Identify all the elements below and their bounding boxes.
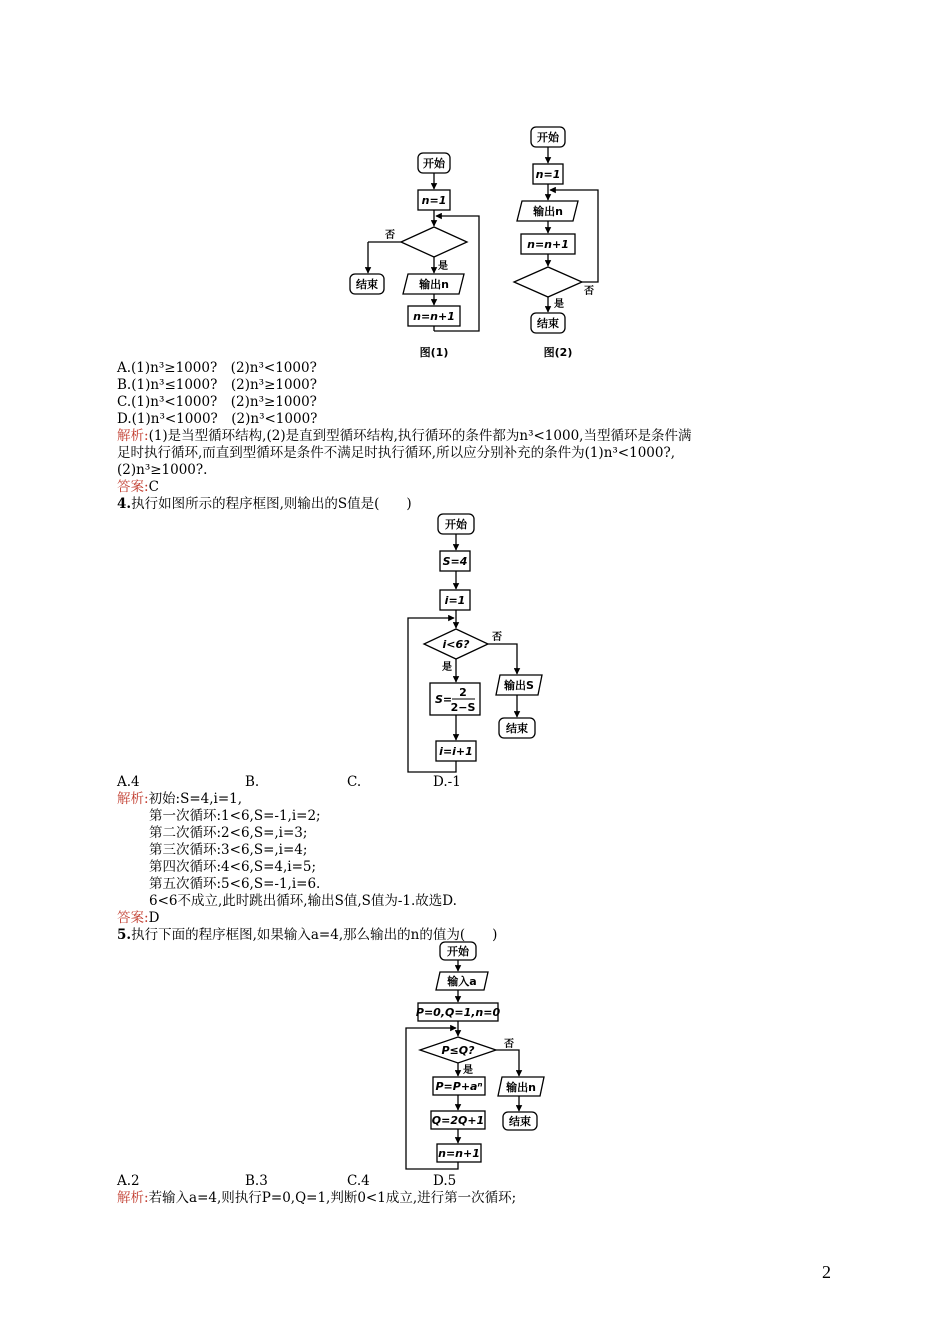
q3-option-a: A.(1)n³≥1000? (2)n³<1000? <box>117 360 317 376</box>
fc2-caption: 图(2) <box>543 346 573 359</box>
q3-option-b: B.(1)n³≤1000? (2)n³≥1000? <box>117 377 317 393</box>
fc1-no: 否 <box>385 230 395 241</box>
q5-option-c: C.4 <box>347 1173 370 1189</box>
fc-q4-end: 结束 <box>506 722 528 735</box>
q3-analysis-line-3: (2)n³≥1000?. <box>117 462 208 478</box>
fc-q5-step2: Q=2Q+1 <box>431 1114 485 1127</box>
fc1-yes: 是 <box>438 261 448 272</box>
q4-option-c: C. <box>347 774 362 790</box>
answer-label: 答案: <box>117 479 149 495</box>
fc-q4-frac-den: 2−S <box>450 701 476 714</box>
fc-q5-output: 输出n <box>506 1081 536 1094</box>
fc1-end: 结束 <box>356 278 378 291</box>
fc-q4-output: 输出S <box>504 679 534 692</box>
q4-analysis-line-6: 6<6不成立,此时跳出循环,输出S值,S值为-1.故选D. <box>149 893 457 909</box>
analysis-label: 解析: <box>117 1190 149 1206</box>
fc-q5-start: 开始 <box>447 945 469 958</box>
flowchart-q5 <box>400 940 560 1172</box>
fc1-init: n=1 <box>421 194 447 207</box>
q4-stem-text: 执行如图所示的程序框图,则输出的S值是( ) <box>131 496 412 512</box>
q5-option-a: A.2 <box>117 1173 140 1189</box>
q3-analysis-line-2: 足时执行循环,而直到型循环是条件不满足时执行循环,所以应分别补充的条件为(1)n³<1000?, <box>117 445 676 461</box>
page-number: 2 <box>822 1262 831 1282</box>
fc1-caption: 图(1) <box>419 346 449 359</box>
fc-q5-increment: n=n+1 <box>438 1147 480 1160</box>
fc2-start: 开始 <box>537 131 559 144</box>
q4-analysis-line-4: 第四次循环:4<6,S=4,i=5; <box>149 859 317 875</box>
q5-option-b: B.3 <box>245 1173 268 1189</box>
q3-answer-value: C <box>148 479 159 495</box>
fc-q4-i1: i=1 <box>444 594 466 607</box>
fc-q4-assign-left: S= <box>435 693 453 706</box>
q3-analysis-text-1: (1)是当型循环结构,(2)是直到型循环结构,执行循环的条件都为n³<1000,当型循环是条件满 <box>148 428 692 444</box>
q4-answer-value: D <box>148 910 160 926</box>
q3-analysis-line-1 <box>117 428 691 444</box>
fc1-start: 开始 <box>423 157 445 170</box>
fc-q4-frac-num: 2 <box>459 686 467 699</box>
q5-option-d: D.5 <box>433 1173 457 1189</box>
q4-analysis-line-3: 第三次循环:3<6,S=,i=4; <box>149 842 308 858</box>
fc-q4-yes: 是 <box>442 662 452 673</box>
fc-q4-s4: S=4 <box>442 555 468 568</box>
q4-analysis-line-2: 第二次循环:2<6,S=,i=3; <box>149 825 308 841</box>
fc-q5-input: 输入a <box>447 975 477 988</box>
fc2-yes: 是 <box>554 299 564 310</box>
flowchart-figure-1 <box>340 120 610 370</box>
fc-q4-increment: i=i+1 <box>439 745 473 758</box>
fc-q5-init: P=0,Q=1,n=0 <box>415 1006 501 1019</box>
fc-q5-yes: 是 <box>463 1065 473 1076</box>
q5-number: 5. <box>117 927 132 943</box>
analysis-label: 解析: <box>117 791 149 807</box>
q3-option-c: C.(1)n³<1000? (2)n³≥1000? <box>117 394 317 410</box>
q4-number: 4. <box>117 496 132 512</box>
analysis-label: 解析: <box>117 428 149 444</box>
fc2-output: 输出n <box>533 205 563 218</box>
q4-option-b: B. <box>245 774 260 790</box>
fc-q5-step1: P=P+aⁿ <box>435 1080 483 1093</box>
q4-analysis-line-5: 第五次循环:5<6,S=-1,i=6. <box>149 876 321 892</box>
fc2-increment: n=n+1 <box>527 238 569 251</box>
q4-stem <box>117 496 412 512</box>
fc-q4-no: 否 <box>492 632 502 643</box>
q5-stem-text: 执行下面的程序框图,如果输入a=4,那么输出的n的值为( ) <box>131 927 498 943</box>
answer-label: 答案: <box>117 910 149 926</box>
fc-q5-end: 结束 <box>509 1115 531 1128</box>
fc2-no: 否 <box>584 286 594 297</box>
q4-option-d: D.-1 <box>433 774 461 790</box>
fc1-output: 输出n <box>419 278 449 291</box>
q5-analysis <box>117 1190 516 1206</box>
q4-analysis-line-1: 第一次循环:1<6,S=-1,i=2; <box>149 808 321 824</box>
fc1-increment: n=n+1 <box>413 310 455 323</box>
q5-analysis-text: 若输入a=4,则执行P=0,Q=1,判断0<1成立,进行第一次循环; <box>148 1190 517 1206</box>
q3-option-d: D.(1)n³<1000? (2)n³<1000? <box>117 411 318 427</box>
flowchart-q4 <box>400 510 560 775</box>
q4-analysis-first: 初始:S=4,i=1, <box>148 791 243 807</box>
fc2-init: n=1 <box>535 168 561 181</box>
fc-q4-cond: i<6? <box>442 638 470 651</box>
q4-analysis-line-0 <box>117 791 242 807</box>
fc-q5-cond: P≤Q? <box>441 1044 475 1057</box>
q4-answer <box>117 910 159 926</box>
fc-q5-no: 否 <box>504 1039 514 1050</box>
fc2-end: 结束 <box>537 317 559 330</box>
fc-q4-start: 开始 <box>445 518 467 531</box>
q3-answer <box>117 479 159 495</box>
q4-option-a: A.4 <box>117 774 140 790</box>
